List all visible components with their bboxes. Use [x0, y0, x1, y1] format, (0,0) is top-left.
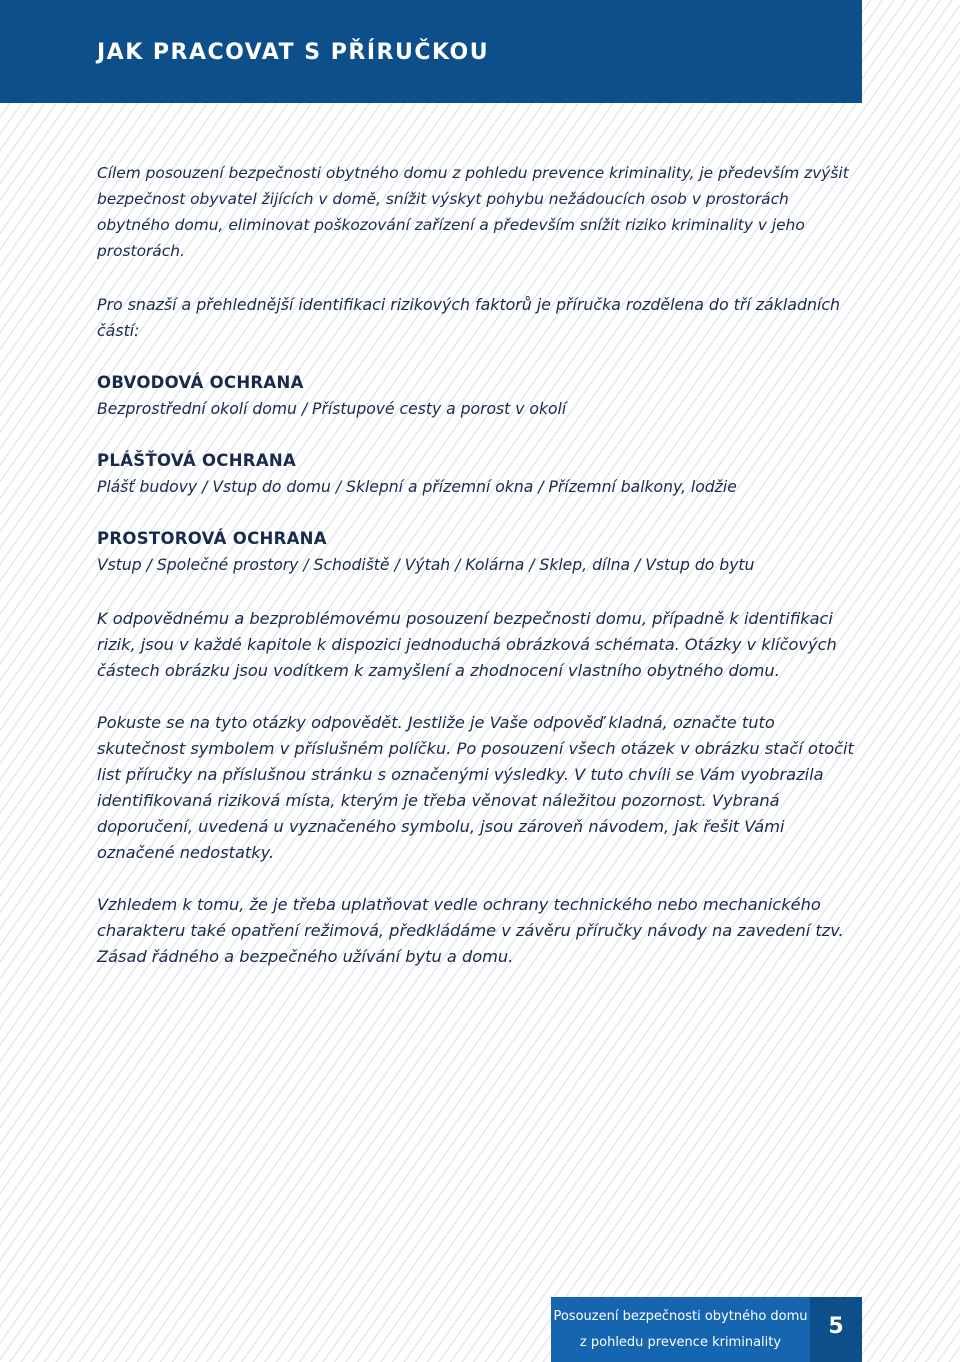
schemes-paragraph: K odpovědnému a bezproblémovému posouzení bezpečnosti domu, případně k identifikaci rizik, jsou v každé kapitole k dispozici jednoduchá obrázková schémata. Otázky v klíčových částech obrázku jsou vodítkem k zamyšlení a zhodnocení vlastního obytného domu.: [97, 609, 837, 680]
section-prostorova: [97, 526, 865, 578]
section-subtitle: Bezprostřední okolí domu / Přístupové cesty a porost v okolí: [97, 400, 567, 418]
footer-publication-box: [551, 1297, 810, 1362]
section-plastova: [97, 448, 865, 500]
section-title: PLÁŠŤOVÁ OCHRANA: [97, 451, 297, 470]
parts-paragraph: Pro snazší a přehlednější identifikaci rizikových faktorů je příručka rozdělena do tří základních částí:: [97, 295, 841, 340]
section-obvodova: [97, 370, 865, 422]
page-number: 5: [828, 1314, 844, 1339]
section-subtitle: Plášť budovy / Vstup do domu / Sklepní a přízemní okna / Přízemní balkony, lodžie: [97, 478, 737, 496]
section-subtitle: Vstup / Společné prostory / Schodiště / Výtah / Kolárna / Sklep, dílna / Vstup do bytu: [97, 556, 755, 574]
regime-paragraph: Vzhledem k tomu, že je třeba uplatňovat vedle ochrany technického nebo mechanického charakteru také opatření režimová, předkládáme v závěru příručky návody na zavedení tzv. Zásad řádného a bezpečného užívání bytu a domu.: [97, 895, 844, 966]
footer-title-line1: Posouzení bezpečnosti obytného domu: [553, 1309, 808, 1324]
page-title: JAK PRACOVAT S PŘÍRUČKOU: [97, 40, 490, 65]
answer-paragraph: Pokuste se na tyto otázky odpovědět. Jestliže je Vaše odpověď kladná, označte tuto skutečnost symbolem v příslušném políčku. Po posouzení všech otázek v obrázku stačí otočit list příručky na příslušnou stránku s označenými výsledky. V tuto chvíli se Vám vyobrazila identifikovaná riziková místa, kterým je třeba věnovat náležitou pozornost. Vybraná doporučení, uvedená u vyznačeného symbolu, jsou zároveň návodem, jak řešit Vámi označené nedostatky.: [97, 713, 854, 862]
content: [97, 160, 865, 970]
intro-paragraph: Cílem posouzení bezpečnosti obytného domu z pohledu prevence kriminality, je především zvýšit bezpečnost obyvatel žijících v domě, snížit výskyt pohybu nežádoucích osob v prostorách obytného domu, eliminovat poškozování zařízení a především snížit riziko kriminality v jeho prostorách.: [97, 164, 849, 260]
footer-title-line2: z pohledu prevence kriminality: [579, 1335, 782, 1350]
section-title: OBVODOVÁ OCHRANA: [97, 373, 304, 392]
section-title: PROSTOROVÁ OCHRANA: [97, 529, 327, 548]
header-bar: [0, 0, 862, 103]
page-number-box: [810, 1297, 862, 1362]
